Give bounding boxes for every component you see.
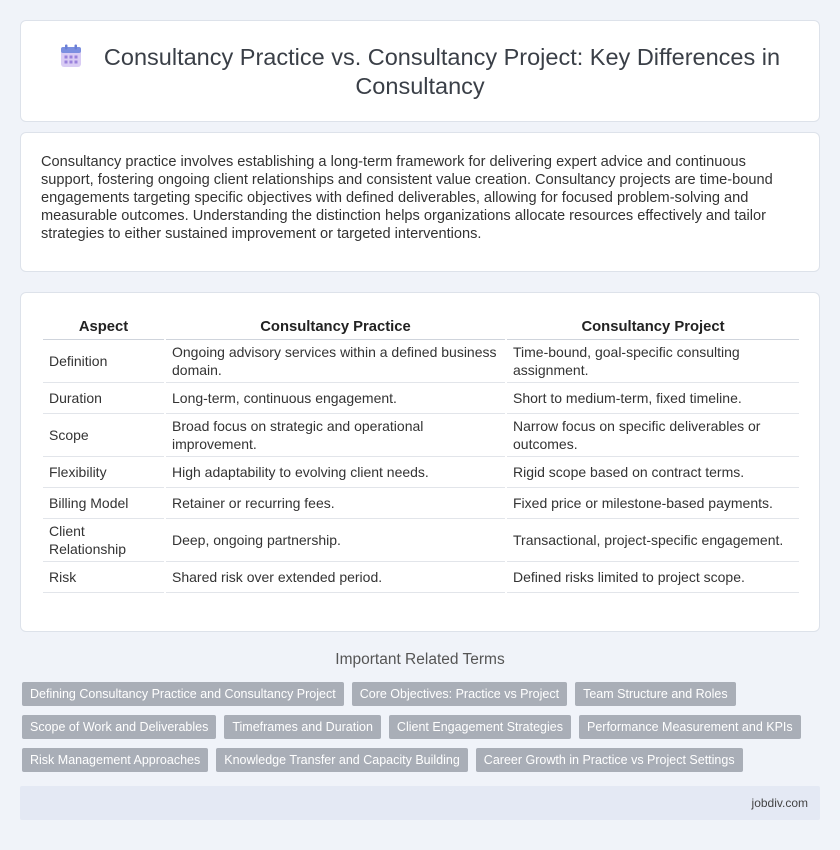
row-aspect: Duration	[43, 382, 165, 413]
related-term-tag[interactable]: Risk Management Approaches	[22, 748, 208, 772]
calendar-icon	[60, 44, 82, 68]
row-practice: Deep, ongoing partnership.	[165, 518, 506, 561]
related-term-tag[interactable]: Knowledge Transfer and Capacity Building	[216, 748, 468, 772]
row-aspect: Flexibility	[43, 456, 165, 487]
row-practice: Ongoing advisory services within a defined business domain.	[165, 339, 506, 382]
footer-bar	[20, 786, 820, 820]
row-project: Time-bound, goal-specific consulting assignment.	[506, 339, 799, 382]
related-term-tag[interactable]: Timeframes and Duration	[224, 715, 381, 739]
related-term-tag[interactable]: Defining Consultancy Practice and Consultancy Project	[22, 682, 344, 706]
title-card	[20, 20, 820, 122]
table-row	[43, 561, 799, 592]
intro-card	[20, 132, 820, 272]
header-aspect: Aspect	[43, 313, 165, 339]
row-practice: High adaptability to evolving client needs.	[165, 456, 506, 487]
table-row	[43, 339, 799, 382]
row-practice: Retainer or recurring fees.	[165, 487, 506, 518]
row-practice: Shared risk over extended period.	[165, 561, 506, 592]
row-aspect: Client Relationship	[43, 518, 165, 561]
related-term-tag[interactable]: Team Structure and Roles	[575, 682, 736, 706]
table-row	[43, 382, 799, 413]
related-terms-heading: Important Related Terms	[335, 651, 505, 668]
row-aspect: Billing Model	[43, 487, 165, 518]
row-project: Defined risks limited to project scope.	[506, 561, 799, 592]
footer-site-link[interactable]: jobdiv.com	[751, 796, 808, 810]
related-term-tag[interactable]: Performance Measurement and KPIs	[579, 715, 801, 739]
row-practice: Long-term, continuous engagement.	[165, 382, 506, 413]
header-project: Consultancy Project	[506, 313, 799, 339]
comparison-table	[43, 313, 799, 593]
row-aspect: Definition	[43, 339, 165, 382]
related-term-tag[interactable]: Career Growth in Practice vs Project Settings	[476, 748, 743, 772]
row-aspect: Risk	[43, 561, 165, 592]
related-term-tag[interactable]: Core Objectives: Practice vs Project	[352, 682, 567, 706]
comparison-card	[20, 292, 820, 632]
row-project: Transactional, project-specific engagement.	[506, 518, 799, 561]
row-practice: Broad focus on strategic and operational improvement.	[165, 413, 506, 456]
row-project: Short to medium-term, fixed timeline.	[506, 382, 799, 413]
header-practice: Consultancy Practice	[165, 313, 506, 339]
table-row	[43, 487, 799, 518]
table-row	[43, 413, 799, 456]
related-term-tag[interactable]: Client Engagement Strategies	[389, 715, 571, 739]
table-row	[43, 456, 799, 487]
row-aspect: Scope	[43, 413, 165, 456]
related-terms-list	[22, 682, 812, 781]
related-term-tag[interactable]: Scope of Work and Deliverables	[22, 715, 216, 739]
row-project: Rigid scope based on contract terms.	[506, 456, 799, 487]
intro-paragraph: Consultancy practice involves establishing a long-term framework for delivering expert advice and continuous support, fostering ongoing client relationships and consistent value creation. Consultancy projects are time-bound engagements targeting specific objectives with defined deliverables, allowing for focused problem-solving and measurable outcomes. Understanding the distinction helps organizations allocate resources effectively and tailor strategies to either sustained improvement or targeted interventions.	[41, 154, 773, 242]
row-project: Fixed price or milestone-based payments.	[506, 487, 799, 518]
page-title: Consultancy Practice vs. Consultancy Project: Key Differences in Consultancy	[103, 44, 781, 99]
table-header-row	[43, 313, 799, 339]
table-row	[43, 518, 799, 561]
row-project: Narrow focus on specific deliverables or outcomes.	[506, 413, 799, 456]
